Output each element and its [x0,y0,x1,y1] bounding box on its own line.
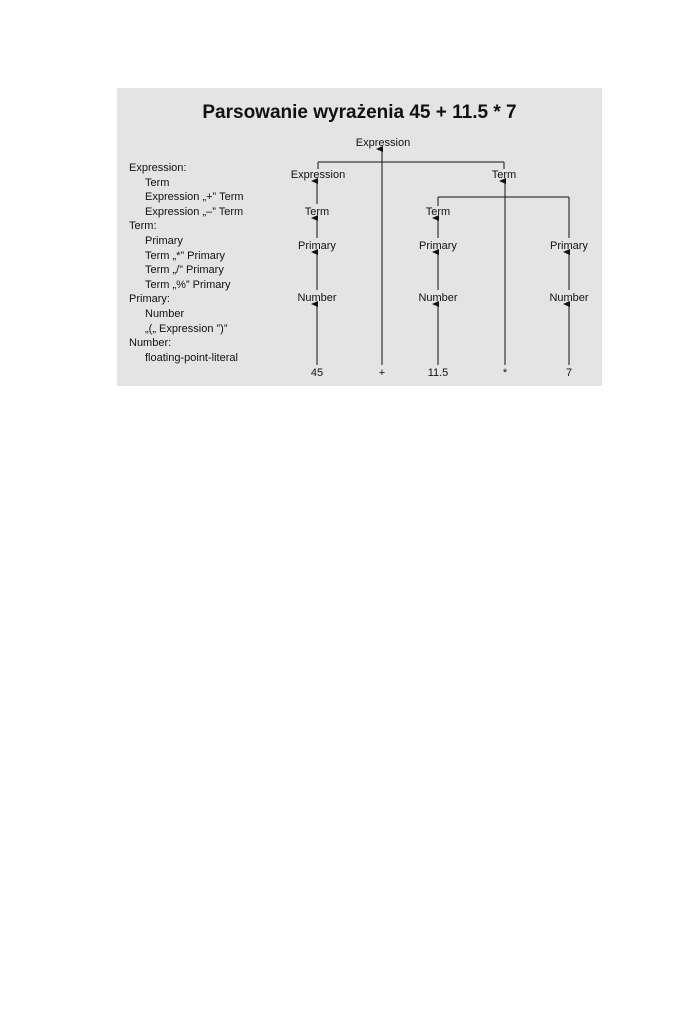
node-right-primary: Primary [550,240,588,252]
token-45: 45 [310,367,324,379]
node-root-expression: Expression [355,137,411,149]
parse-tree [117,88,602,386]
node-left-number: Number [297,292,337,304]
grammar-rule-heading: Term: [129,220,157,233]
node-mid-number: Number [418,292,458,304]
grammar-rule-alternative: Term „/” Primary [145,264,224,277]
grammar-rule-heading: Number: [129,337,172,350]
grammar-rule-alternative: floating-point-literal [145,351,238,364]
grammar-rule-heading: Expression: [129,162,187,174]
node-mid-primary: Primary [419,240,457,252]
grammar-rule-alternative: Expression „+” Term [145,191,244,204]
node-right-number: Number [549,292,589,304]
figure-title: Parsowanie wyrażenia 45 + 11.5 * 7 [202,102,517,123]
node-left-primary: Primary [298,240,336,252]
node-left-expression: Expression [290,169,346,181]
grammar-rule-alternative: Term „%” Primary [145,278,231,291]
grammar-rule-alternative: „(„ Expression ”)” [145,322,228,335]
grammar-rule-alternative: Primary [145,234,183,247]
token-star: * [502,367,508,379]
grammar-rule-alternative: Term „*” Primary [145,249,226,262]
token-11-5: 11.5 [427,367,449,379]
parse-tree-figure [117,88,602,386]
grammar-rule-heading: Primary: [129,293,170,306]
grammar-rule-alternative: Expression „–” Term [145,205,244,218]
token-plus: + [378,367,386,379]
node-left-term: Term [304,206,330,218]
node-mid-term: Term [425,206,451,218]
grammar-rule-alternative: Number [145,307,185,320]
node-right-term: Term [491,169,517,181]
grammar-rule-alternative: Term [145,176,170,189]
token-7: 7 [565,367,573,379]
